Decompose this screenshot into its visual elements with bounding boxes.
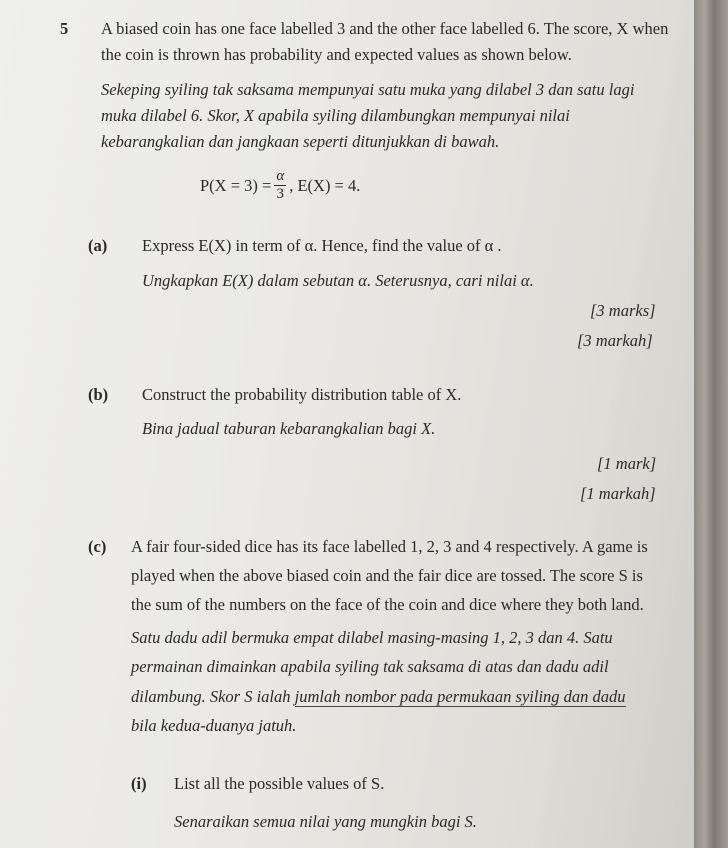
part-a-label: (a): [88, 236, 108, 255]
intro-ms-line-1: Sekeping syiling tak saksama mempunyai satu muka yang dilabel 3 dan satu lagi: [101, 80, 635, 99]
part-c-text-en-2: played when the above biased coin and the fair dice are tossed. The score S is: [131, 566, 643, 585]
part-c-i-label: (i): [131, 774, 147, 793]
part-a-text-en: Express E(X) in term of α. Hence, find the value of α .: [142, 236, 502, 255]
part-b-label: (b): [88, 385, 109, 404]
fraction-numerator: α: [276, 168, 285, 184]
part-c-text-ms-1: Satu dadu adil bermuka empat dilabel masing-masing 1, 2, 3 dan 4. Satu: [131, 628, 613, 647]
part-c-text-en-1: A fair four-sided dice has its face labelled 1, 2, 3 and 4 respectively. A game is: [131, 537, 648, 556]
intro-ms-line-3: kebarangkalian dan jangkaan seperti ditunjukkan di bawah.: [101, 132, 500, 151]
part-b-text-en: Construct the probability distribution table of X.: [142, 385, 462, 404]
part-a-text-ms: Ungkapkan E(X) dalam sebutan α. Seterusnya, cari nilai α.: [142, 271, 534, 290]
part-c-text-ms-4: bila kedua-duanya jatuh.: [131, 716, 297, 735]
question-number: 5: [60, 19, 69, 38]
formula-fraction: [274, 168, 286, 203]
paper-edge-background: [694, 0, 728, 848]
part-c-text-ms-2: permainan dimainkan apabila syiling tak saksama di atas dan dadu adil: [131, 657, 609, 676]
part-c-underlined-phrase: jumlah nombor pada permukaan syiling dan dadu: [294, 687, 626, 706]
part-b-marks-ms: [1 markah]: [580, 484, 656, 503]
part-c-label: (c): [88, 537, 107, 556]
part-b-text-ms: Bina jadual taburan kebarangkalian bagi X.: [142, 419, 436, 438]
part-c-i-text-ms: Senaraikan semua nilai yang mungkin bagi S.: [174, 812, 477, 831]
part-c-i-text-en: List all the possible values of S.: [174, 774, 385, 793]
part-a-marks-en: [3 marks]: [590, 301, 656, 320]
part-c-text-en-3: the sum of the numbers on the face of the coin and dice where they both land.: [131, 595, 644, 614]
part-c-text-ms-3: [131, 687, 626, 707]
fraction-denominator: 3: [276, 186, 285, 202]
probability-formula: [200, 168, 360, 203]
formula-rhs: , E(X) = 4.: [289, 175, 361, 195]
intro-en-line-1: A biased coin has one face labelled 3 and the other face labelled 6. The score, X when: [101, 19, 669, 38]
formula-lhs: P(X = 3) =: [200, 175, 272, 195]
intro-en-line-2: the coin is thrown has probability and expected values as shown below.: [101, 45, 572, 64]
part-b-marks-en: [1 mark]: [597, 454, 657, 473]
part-c-text-ms-3a: dilambung. Skor S ialah: [131, 687, 295, 706]
intro-ms-line-2: muka dilabel 6. Skor, X apabila syiling dilambungkan mempunyai nilai: [101, 106, 570, 125]
part-a-marks-ms: [3 markah]: [577, 331, 653, 350]
